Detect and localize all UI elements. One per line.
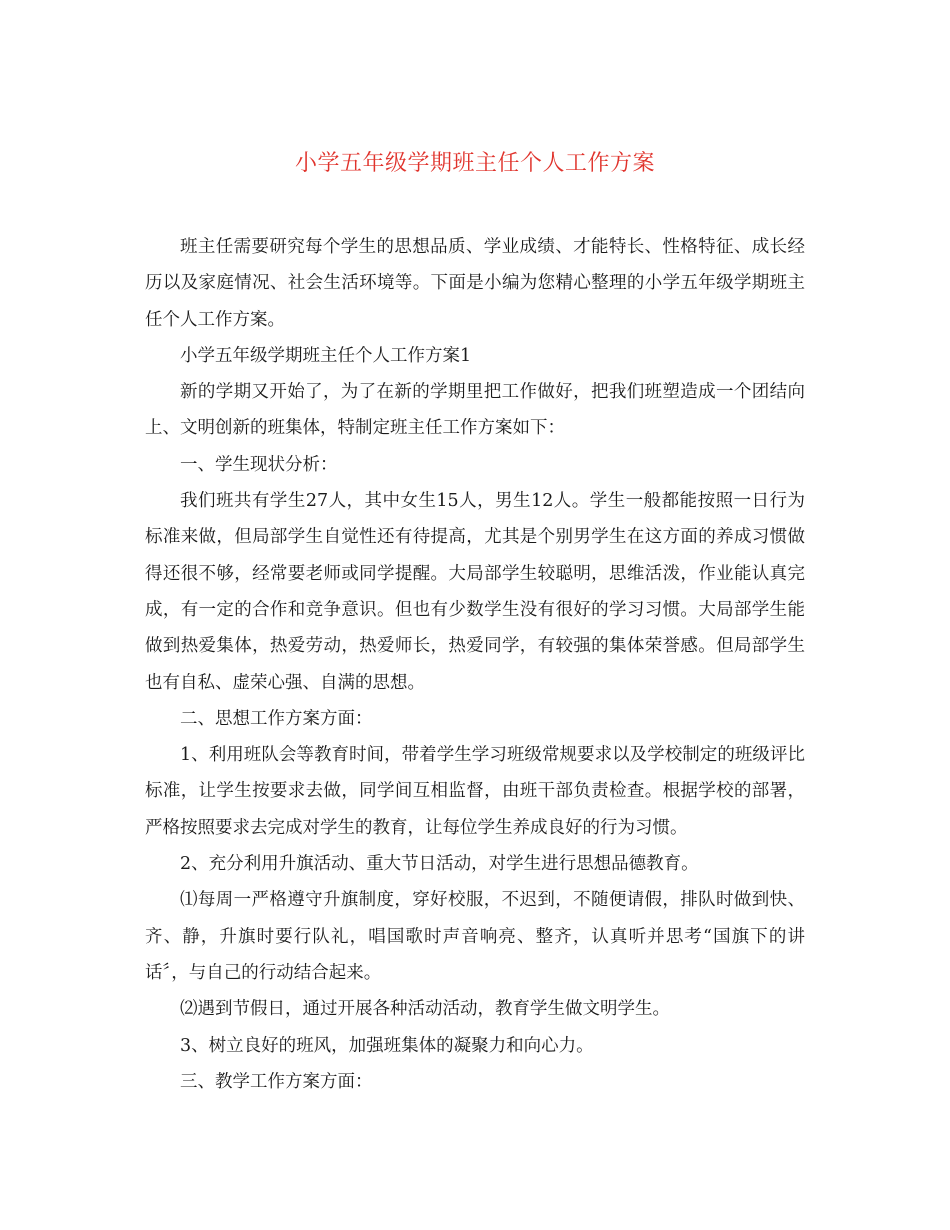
- ideology-item-3: 3、树立良好的班风，加强班集体的凝聚力和向心力。: [180, 1035, 594, 1056]
- plan-heading: 小学五年级学期班主任个人工作方案1: [180, 345, 472, 366]
- section-heading-ideology: 二、思想工作方案方面：: [180, 708, 373, 729]
- document-title: 小学五年级学期班主任个人工作方案: [294, 151, 655, 176]
- opening-paragraph: 新的学期又开始了，为了在新的学期里把工作做好，把我们班塑造成一个团结向上、文明创新的班集体，特制定班主任工作方案如下：: [145, 382, 805, 439]
- student-analysis-paragraph: 我们班共有学生27人，其中女生15人，男生12人。学生一般都能按照一日行为标准来做，但局部学生自觉性还有待提高，尤其是个别男学生在这方面的养成习惯做得还很不够，经常要老师或同学提醒。大局部学生较聪明，思维活泼，作业能认真完成，有一定的合作和竞争意识。但也有少数学生没有很好的学习习惯。大局部学生能做到热爱集体，热爱劳动，热爱师长，热爱同学，有较强的集体荣誉感。但局部学生也有自私、虚荣心强、自满的思想。: [145, 491, 805, 693]
- ideology-item-2: 2、充分利用升旗活动、重大节日活动，对学生进行思想品德教育。: [180, 854, 699, 875]
- document-body: [145, 229, 805, 1100]
- intro-paragraph: 班主任需要研究每个学生的思想品质、学业成绩、才能特长、性格特征、成长经历以及家庭情况、社会生活环境等。下面是小编为您精心整理的小学五年级学期班主任个人工作方案。: [145, 237, 805, 330]
- section-heading-student-analysis: 一、学生现状分析：: [180, 454, 338, 475]
- section-heading-teaching: 三、教学工作方案方面：: [180, 1071, 373, 1092]
- ideology-subitem-2: ⑵遇到节假日，通过开展各种活动活动，教育学生做文明学生。: [180, 999, 670, 1020]
- ideology-item-1: 1、利用班队会等教育时间，带着学生学习班级常规要求以及学校制定的班级评比标准，让学生按要求去做，同学间互相监督，由班干部负责检查。根据学校的部署，严格按照要求去完成对学生的教育，让每位学生养成良好的行为习惯。: [145, 745, 805, 838]
- ideology-subitem-1: ⑴每周一严格遵守升旗制度，穿好校服，不迟到，不随便请假，排队时做到快、齐、静，升旗时要行队礼，唱国歌时声音响亮、整齐，认真听并思考“国旗下的讲话〞，与自己的行动结合起来。: [145, 890, 805, 983]
